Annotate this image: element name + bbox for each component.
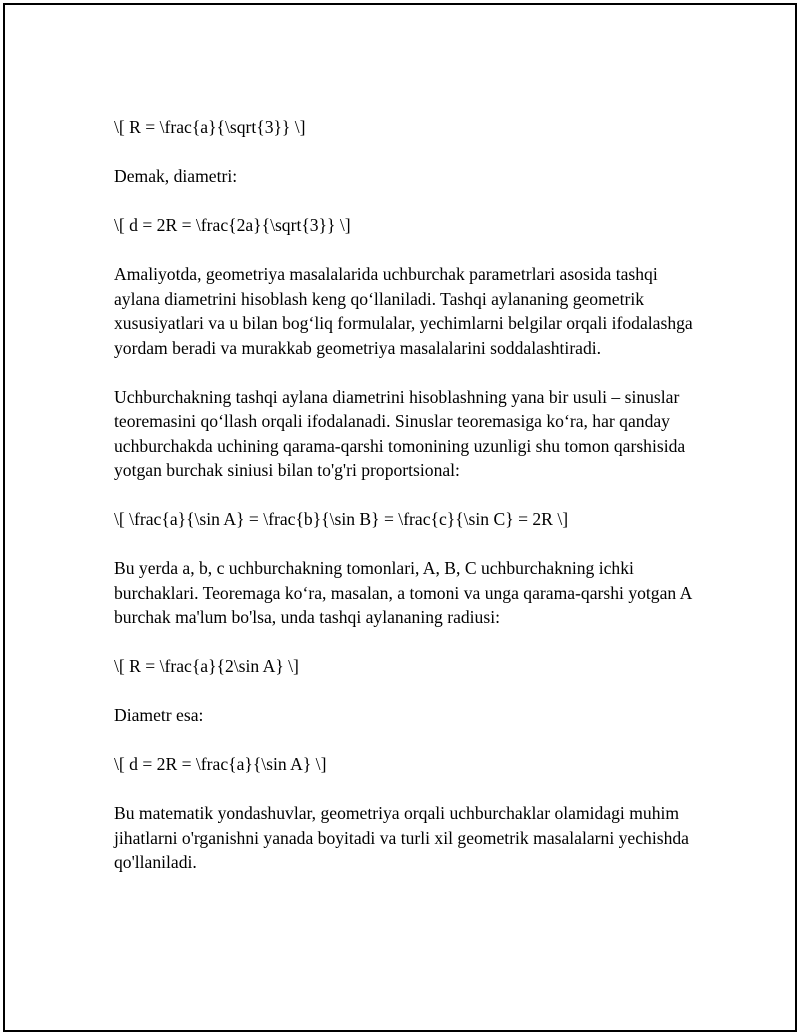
formula-radius-equilateral: \[ R = \frac{a}{\sqrt{3}} \] (114, 117, 306, 137)
paragraph-notation: Bu yerda a, b, c uchburchakning tomonlari, A, B, C uchburchakning ichki burchaklari. Teoremaga ko‘ra, masalan, a tomoni va unga qarama-qarshi yotgan A burchak ma'lum bo'lsa, unda tashqi aylananing radiusi: (114, 558, 692, 627)
formula-diameter-sine: \[ d = 2R = \frac{a}{\sin A} \] (114, 754, 327, 774)
paragraph-diameter-intro: Demak, diametri: (114, 166, 238, 186)
paragraph-diameter-label: Diametr esa: (114, 705, 204, 725)
formula-diameter-equilateral: \[ d = 2R = \frac{2a}{\sqrt{3}} \] (114, 215, 351, 235)
formula-radius-sine: \[ R = \frac{a}{2\sin A} \] (114, 656, 299, 676)
paragraph-conclusion: Bu matematik yondashuvlar, geometriya orqali uchburchaklar olamidagi muhim jihatlarni o'rganishni yanada boyitadi va turli xil geometrik masalalarni yechishda qo'llaniladi. (114, 803, 689, 872)
formula-sine-theorem: \[ \frac{a}{\sin A} = \frac{b}{\sin B} = \frac{c}{\sin C} = 2R \] (114, 509, 569, 529)
paragraph-practice: Amaliyotda, geometriya masalalarida uchburchak parametrlari asosida tashqi aylana diametrini hisoblash keng qo‘llaniladi. Tashqi aylananing geometrik xususiyatlari va u bilan bog‘liq formulalar, yechimlarni belgilar orqali ifodalashga yordam beradi va murakkab geometriya masalalarini soddalashtiradi. (114, 264, 693, 358)
document-body (114, 115, 694, 875)
paragraph-sine-theorem: Uchburchakning tashqi aylana diametrini hisoblashning yana bir usuli – sinuslar teoremasini qo‘llash orqali ifodalanadi. Sinuslar teoremasiga ko‘ra, har qanday uchburchakda uchining qarama-qarshi tomonining uzunligi shu tomon qarshisida yotgan burchak siniusi bilan to'g'ri proportsional: (114, 386, 686, 480)
